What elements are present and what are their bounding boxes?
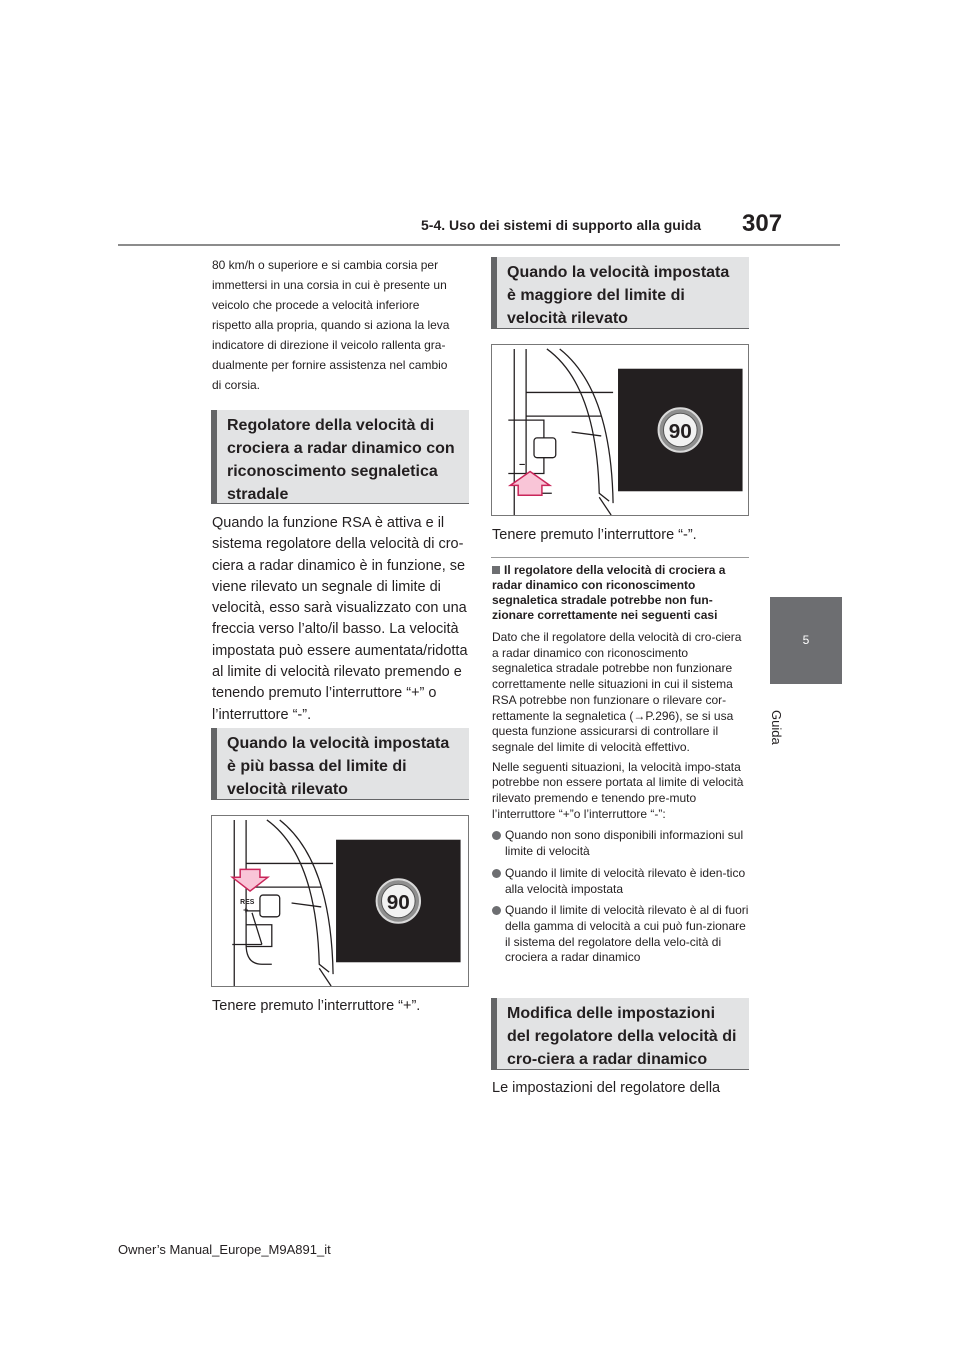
para-line: viene rilevato un segnale di limite di — [212, 578, 441, 595]
intro-line: dualmente per fornire assistenza nel cambio — [212, 358, 448, 372]
intro-line: rispetto alla propria, quando si aziona la leva — [212, 318, 450, 332]
header-divider — [118, 244, 840, 246]
note-heading-text: Il regolatore della velocità di crociera a radar dinamico con riconoscimento segnaletica stradale potrebbe non fun-zionare correttamente nei seguenti casi — [492, 563, 726, 622]
note-body — [492, 630, 750, 966]
note-paragraph: Dato che il regolatore della velocità di cro-ciera a radar dinamico con riconoscimento segnaletica stradale potrebbe non funzionare correttamente nelle situazioni in cui il sistema RSA potrebbe non funzionare o rilevare cor-rettamente la segnaletica (→P.296), se si usa questa funzione assicurarsi di controllare il segnale del limite di velocità effettivo. — [492, 630, 742, 754]
note-paragraph: Nelle seguenti situazioni, la velocità impo-stata potrebbe non essere portata al limite di velocità rilevato premendo e tenendo pre-muto l’interruttore “+”o l’interruttore “-”: — [492, 759, 744, 821]
section-banner-settings: Modifica delle impostazioni del regolatore della velocità di cro-ciera a radar dinamico — [491, 998, 749, 1070]
settings-paragraph: Le impostazioni del regolatore della — [492, 1080, 721, 1096]
plus-label: + — [243, 904, 249, 915]
section-banner-higher-speed: Quando la velocità impostata è maggiore del limite di velocità rilevato — [491, 257, 749, 329]
para-line: l’interruttore “-”. — [212, 706, 312, 723]
up-arrow-icon — [510, 472, 550, 496]
note-heading — [492, 563, 750, 623]
speed-sign-value: 90 — [668, 419, 692, 443]
caption-plus: Tenere premuto l’interruttore “+”. — [212, 998, 421, 1014]
list-item — [492, 866, 750, 897]
figure-minus-switch — [491, 344, 749, 516]
note-divider — [491, 557, 749, 558]
rsa-paragraph — [212, 513, 474, 726]
speed-sign-value: 90 — [386, 890, 410, 914]
bullet-dot-icon — [492, 831, 501, 840]
para-line: impostata può essere aumentata/ridotta — [212, 642, 468, 659]
page-number: 307 — [742, 210, 783, 237]
square-bullet-icon — [492, 566, 500, 574]
minus-label: – — [519, 458, 526, 471]
section-banner-rsa: Regolatore della velocità di crociera a radar dinamico con riconoscimento segnaletica stradale — [211, 410, 469, 504]
intro-line: indicatore di direzione il veicolo rallenta gra- — [212, 338, 446, 352]
intro-line: veicolo che procede a velocità inferiore — [212, 298, 420, 312]
down-arrow-icon — [232, 869, 268, 891]
list-item — [492, 903, 750, 966]
section-title: 5-4. Uso dei sistemi di supporto alla guida — [421, 217, 702, 233]
bullet-dot-icon — [492, 869, 501, 878]
list-item-text: Quando il limite di velocità rilevato è al di fuori della gamma di velocità a cui può fun-zionare il sistema del regolatore della velo-cità di crociera a radar dinamico — [505, 903, 749, 965]
intro-line: di corsia. — [212, 378, 261, 392]
intro-paragraph — [212, 255, 474, 395]
list-item-text: Quando il limite di velocità rilevato è iden-tico alla velocità impostata — [505, 865, 746, 896]
para-line: tenendo premuto l’interruttore “+” o — [212, 685, 437, 702]
para-line: al limite di velocità rilevato premendo e — [212, 664, 462, 681]
figure-plus-switch — [211, 815, 469, 987]
steering-switch-illustration — [212, 816, 468, 986]
para-line: velocità, esso sarà visualizzato con una — [212, 600, 467, 617]
list-item-text: Quando non sono disponibili informazioni sul limite di velocità — [505, 828, 744, 859]
steering-switch-illustration — [492, 345, 748, 515]
res-label: RES — [240, 898, 255, 906]
para-line: sistema regolatore della velocità di cro- — [212, 536, 464, 553]
section-banner-lower-speed: Quando la velocità impostata è più bassa del limite di velocità rilevato — [211, 728, 469, 800]
para-line: Quando la funzione RSA è attiva e il — [212, 515, 445, 531]
para-line: freccia verso l’alto/il basso. La velocità — [212, 621, 459, 638]
chapter-tab: 5 — [770, 597, 842, 684]
switch-button — [260, 895, 280, 917]
switch-button — [534, 438, 556, 458]
chapter-label: Guida — [769, 710, 784, 745]
intro-line: 80 km/h o superiore e si cambia corsia per — [212, 258, 439, 272]
list-item — [492, 828, 750, 859]
caption-minus: Tenere premuto l’interruttore “-”. — [492, 527, 697, 543]
para-line: ciera a radar dinamico è in funzione, se — [212, 557, 466, 574]
bullet-dot-icon — [492, 906, 501, 915]
intro-line: immettersi in una corsia in cui è presente un — [212, 278, 447, 292]
footer-text: Owner’s Manual_Europe_M9A891_it — [118, 1242, 331, 1257]
